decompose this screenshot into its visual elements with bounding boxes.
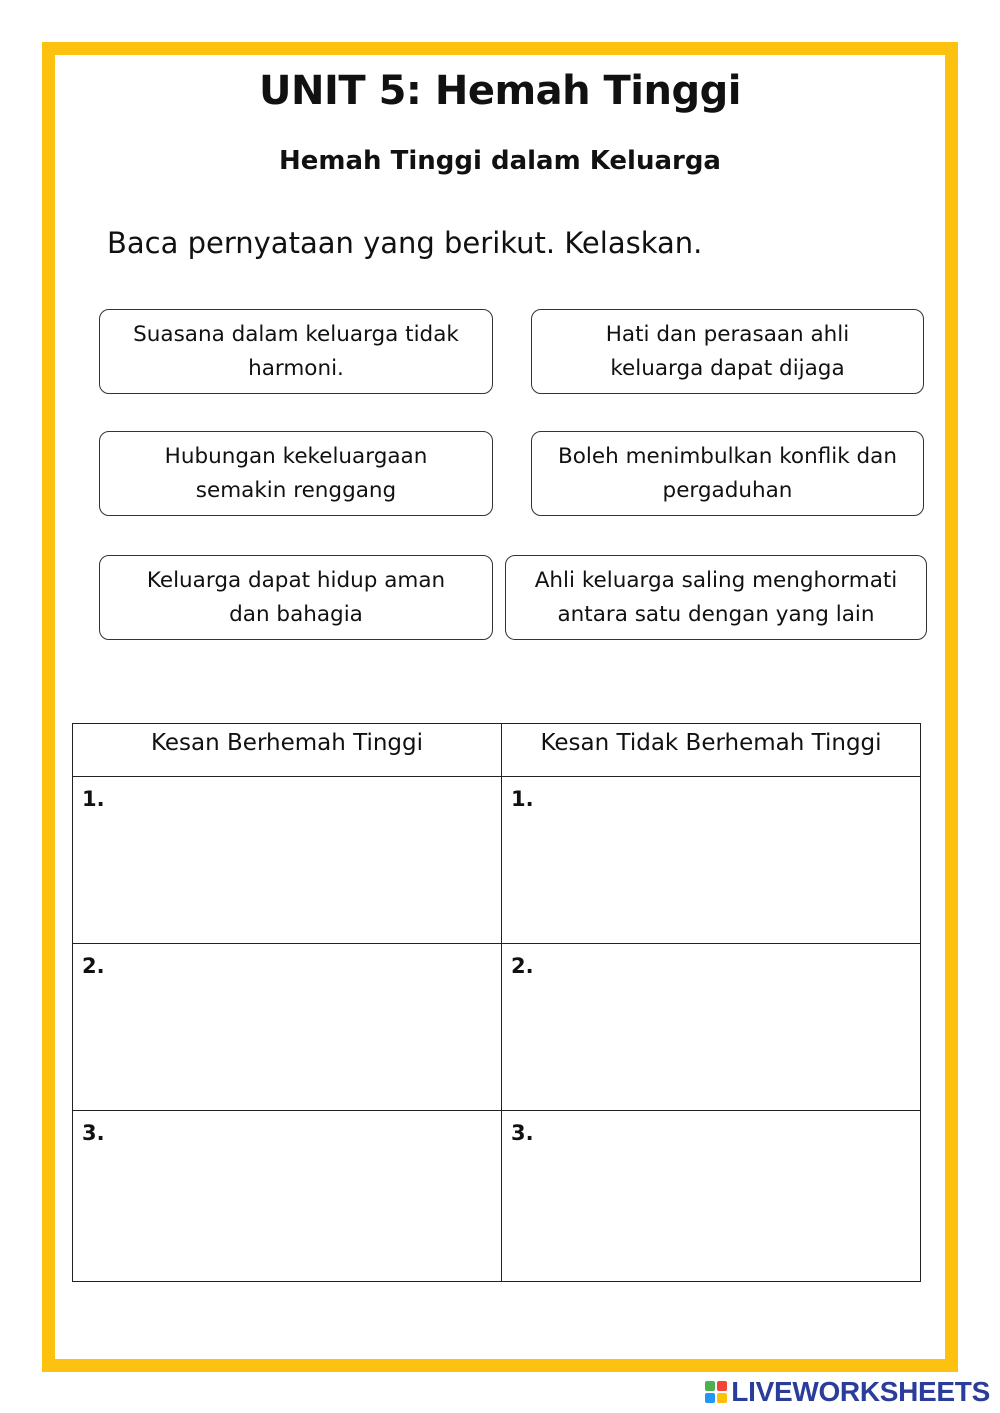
drop-zone-berhemah[interactable]: 3. xyxy=(73,1111,502,1282)
drop-zone-berhemah[interactable]: 2. xyxy=(73,944,502,1111)
statement-line: Hubungan kekeluargaan xyxy=(164,443,428,469)
statement-card[interactable] xyxy=(505,555,927,640)
drop-zone-berhemah[interactable]: 1. xyxy=(73,777,502,944)
statement-line: Suasana dalam keluarga tidak xyxy=(133,321,459,347)
page-title: UNIT 5: Hemah Tinggi xyxy=(259,68,741,114)
statement-line: semakin renggang xyxy=(195,477,397,503)
logo-square xyxy=(705,1393,715,1403)
statement-line: dan bahagia xyxy=(229,601,363,627)
statement-line: Boleh menimbulkan konflik dan xyxy=(558,443,897,469)
statement-card[interactable] xyxy=(531,309,924,394)
instruction-text: Baca pernyataan yang berikut. Kelaskan. xyxy=(107,226,703,260)
classification-table xyxy=(72,723,921,1282)
statement-line: antara satu dengan yang lain xyxy=(557,601,875,627)
page-subtitle: Hemah Tinggi dalam Keluarga xyxy=(279,146,721,176)
logo-square xyxy=(717,1393,727,1403)
drop-zone-tidak-berhemah[interactable]: 3. xyxy=(502,1111,921,1282)
statement-line: keluarga dapat dijaga xyxy=(610,355,845,381)
statement-card[interactable] xyxy=(99,555,493,640)
statement-card[interactable] xyxy=(99,431,493,516)
statement-line: harmoni. xyxy=(248,355,344,381)
statement-line: Ahli keluarga saling menghormati xyxy=(534,567,898,593)
statement-line: pergaduhan xyxy=(662,477,793,503)
drop-zone-tidak-berhemah[interactable]: 2. xyxy=(502,944,921,1111)
logo-square xyxy=(717,1381,727,1391)
drop-zone-tidak-berhemah[interactable]: 1. xyxy=(502,777,921,944)
column-header-tidak-berhemah: Kesan Tidak Berhemah Tinggi xyxy=(502,724,921,777)
logo-square xyxy=(705,1381,715,1391)
liveworksheets-logo-icon xyxy=(705,1381,727,1403)
liveworksheets-brand[interactable] xyxy=(705,1376,990,1408)
brand-text: LIVEWORKSHEETS xyxy=(731,1376,990,1407)
statement-line: Keluarga dapat hidup aman xyxy=(146,567,446,593)
column-header-berhemah: Kesan Berhemah Tinggi xyxy=(73,724,502,777)
statement-card[interactable] xyxy=(99,309,493,394)
statement-line: Hati dan perasaan ahli xyxy=(605,321,850,347)
statement-card[interactable] xyxy=(531,431,924,516)
